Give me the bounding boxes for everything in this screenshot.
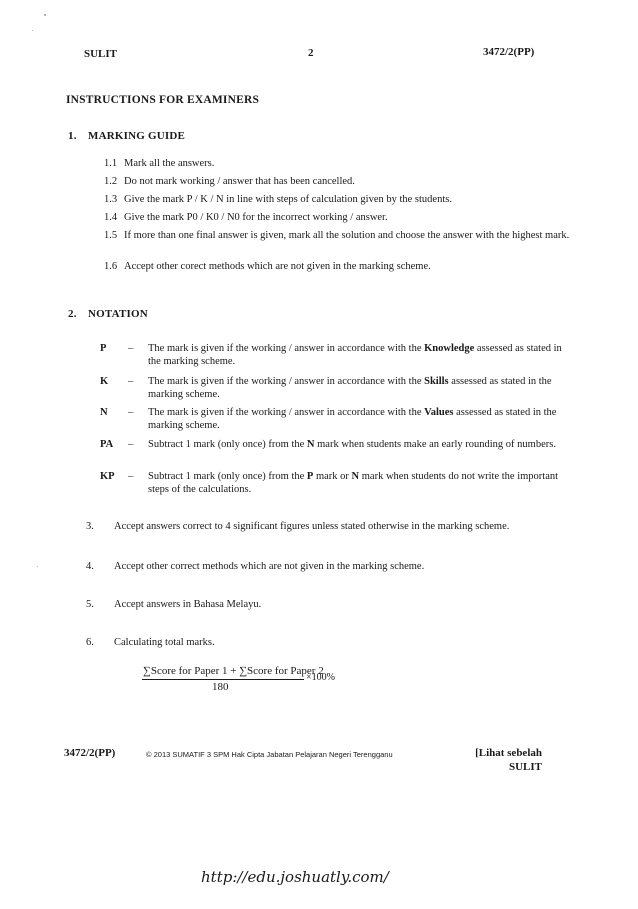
notation-dash: – bbox=[128, 407, 134, 418]
notation-code: PA bbox=[100, 439, 114, 450]
guide-item-number: 1.3 bbox=[104, 194, 118, 205]
guide-item bbox=[104, 211, 574, 225]
formula-multiplier: ×100% bbox=[306, 672, 335, 683]
notation-description bbox=[148, 342, 568, 368]
point-text: Accept other correct methods which are not given in the marking scheme. bbox=[114, 561, 425, 572]
section-1-number: 1. bbox=[68, 130, 77, 142]
notation-text: Subtract 1 mark (only once) from the bbox=[148, 471, 307, 482]
guide-item-number: 1.6 bbox=[104, 261, 118, 272]
scan-speck bbox=[44, 14, 46, 16]
notation-description bbox=[148, 470, 568, 496]
notation-dash: – bbox=[128, 376, 134, 387]
notation-description bbox=[148, 406, 568, 432]
footer-sulit: SULIT bbox=[508, 761, 542, 773]
guide-item bbox=[104, 260, 574, 274]
guide-item-text: Do not mark working / answer that has been cancelled. bbox=[124, 176, 355, 187]
guide-item bbox=[104, 193, 574, 207]
notation-code: K bbox=[100, 376, 109, 387]
guide-item-text: Give the mark P / K / N in line with steps of calculation given by the students. bbox=[124, 194, 452, 205]
notation-text: assessed as stated in the marking scheme. bbox=[148, 376, 552, 400]
footer-paper-code: 3472/2(PP) bbox=[64, 747, 116, 759]
notation-bold: Values bbox=[424, 407, 454, 418]
point-number: 6. bbox=[86, 637, 94, 648]
scan-speck bbox=[37, 566, 38, 567]
footer-right bbox=[440, 746, 542, 774]
formula-denominator: 180 bbox=[212, 681, 229, 693]
header-sulit: SULIT bbox=[84, 48, 118, 60]
notation-code: P bbox=[100, 343, 107, 354]
notation-bold: N bbox=[351, 471, 360, 482]
guide-item-text: If more than one final answer is given, mark all the solution and choose the answer with the highest mark. bbox=[124, 230, 570, 241]
section-1-heading: MARKING GUIDE bbox=[88, 130, 186, 142]
guide-item-number: 1.2 bbox=[104, 176, 118, 187]
point-number: 3. bbox=[86, 521, 94, 532]
notation-text: mark or bbox=[313, 471, 352, 482]
watermark-url: http://edu.joshuatly.com/ bbox=[201, 868, 389, 886]
notation-text: The mark is given if the working / answer in accordance with the bbox=[148, 376, 425, 387]
notation-dash: – bbox=[128, 471, 134, 482]
notation-text: The mark is given if the working / answer in accordance with the bbox=[148, 343, 425, 354]
guide-item bbox=[104, 229, 574, 243]
notation-text: mark when students make an early rounding of numbers. bbox=[314, 439, 556, 450]
section-2-heading: NOTATION bbox=[88, 308, 148, 320]
point-number: 4. bbox=[86, 561, 94, 572]
guide-item-number: 1.4 bbox=[104, 212, 118, 223]
notation-bold: P bbox=[306, 471, 314, 482]
notation-code: KP bbox=[100, 471, 115, 482]
notation-bold: N bbox=[306, 439, 315, 450]
page-number: 2 bbox=[308, 47, 314, 59]
notation-bold: Knowledge bbox=[424, 343, 475, 354]
section-2-number: 2. bbox=[68, 308, 77, 320]
guide-item-text: Mark all the answers. bbox=[124, 158, 215, 169]
guide-item bbox=[104, 175, 574, 189]
notation-text: Subtract 1 mark (only once) from the bbox=[148, 439, 307, 450]
guide-item-number: 1.5 bbox=[104, 230, 118, 241]
footer-copyright: © 2013 SUMATIF 3 SPM Hak Cipta Jabatan Pelajaran Negeri Terengganu bbox=[146, 750, 393, 759]
fraction-bar bbox=[142, 679, 304, 680]
notation-text: The mark is given if the working / answer in accordance with the bbox=[148, 407, 425, 418]
footer-turn-page: [Lihat sebelah bbox=[475, 747, 542, 759]
notation-text: assessed as stated in the marking scheme. bbox=[148, 407, 557, 431]
scan-speck bbox=[32, 30, 33, 31]
guide-item-text: Accept other corect methods which are not given in the marking scheme. bbox=[124, 261, 431, 272]
notation-description bbox=[148, 438, 568, 451]
point-text: Accept answers correct to 4 significant figures unless stated otherwise in the marking scheme. bbox=[114, 521, 510, 532]
notation-code: N bbox=[100, 407, 108, 418]
guide-item-text: Give the mark P0 / K0 / N0 for the incorrect working / answer. bbox=[124, 212, 388, 223]
notation-bold: Skills bbox=[424, 376, 449, 387]
notation-dash: – bbox=[128, 439, 134, 450]
paper-code: 3472/2(PP) bbox=[483, 46, 535, 58]
point-text: Calculating total marks. bbox=[114, 637, 215, 648]
guide-item bbox=[104, 157, 574, 171]
notation-text: assessed as stated in the marking scheme. bbox=[148, 343, 562, 367]
formula-numerator: ∑Score for Paper 1 + ∑Score for Paper 2 bbox=[143, 665, 324, 677]
page-title: INSTRUCTIONS FOR EXAMINERS bbox=[66, 94, 260, 106]
notation-description bbox=[148, 375, 568, 401]
point-number: 5. bbox=[86, 599, 94, 610]
notation-text: mark when students do not write the important steps of the calculations. bbox=[148, 471, 559, 495]
notation-dash: – bbox=[128, 343, 134, 354]
guide-item-number: 1.1 bbox=[104, 158, 118, 169]
point-text: Accept answers in Bahasa Melayu. bbox=[114, 599, 262, 610]
